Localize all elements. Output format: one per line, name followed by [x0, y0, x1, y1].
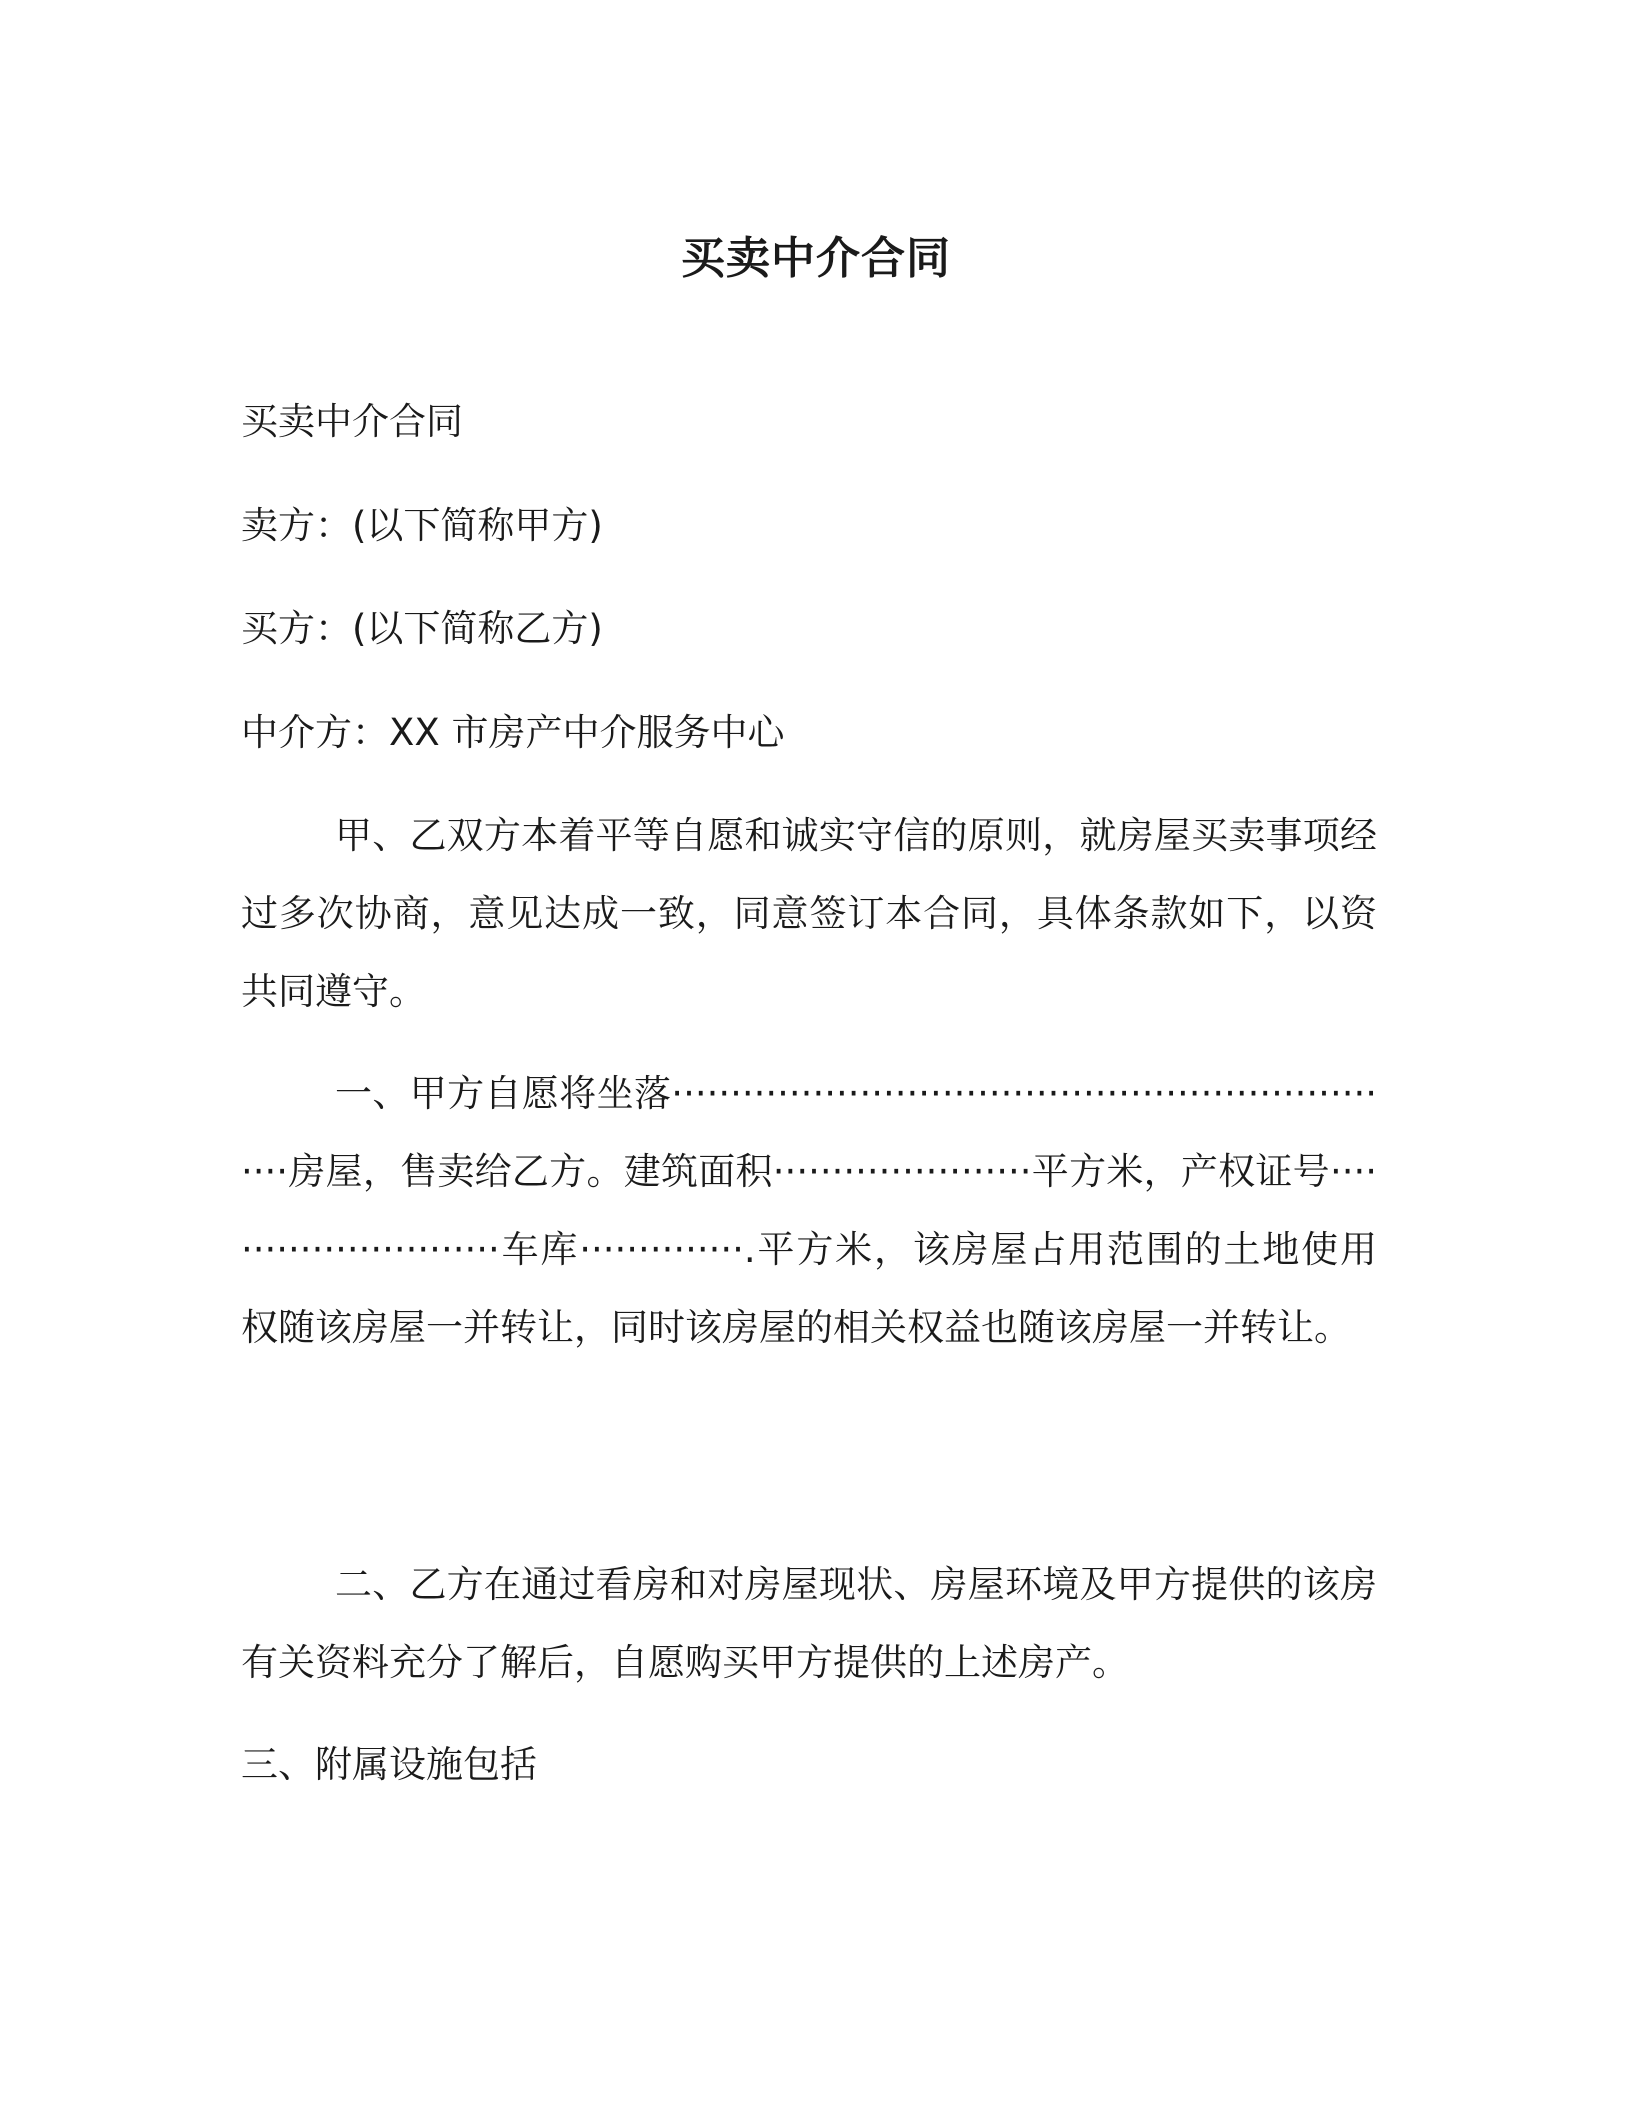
intro-paragraph: 甲、乙双方本着平等自愿和诚实守信的原则，就房屋买卖事项经过多次协商，意见达成一致，同意签订本合同，具体条款如下，以资共同遵守。 — [241, 814, 1377, 1013]
document-title: 买卖中介合同 — [681, 233, 951, 284]
document-subtitle: 买卖中介合同 — [241, 400, 463, 443]
clause-3-heading: 三、附属设施包括 — [241, 1743, 537, 1786]
clause-2-paragraph: 二、乙方在通过看房和对房屋现状、房屋环境及甲方提供的该房有关资料充分了解后，自愿购买甲方提供的上述房产。 — [241, 1563, 1377, 1684]
clause-1-paragraph: 一、甲方自愿将坐落································································房屋，售卖给乙方。建筑面积······················平方米，产权证号··························车库··············.平方米，该房屋占用范围的土地使用权随该房屋一并转让，同时该房屋的相关权益也随该房屋一并转让。 — [241, 1072, 1377, 1349]
buyer-line: 买方：(以下简称乙方) — [241, 607, 603, 650]
agent-line: 中介方：XX 市房产中介服务中心 — [241, 711, 785, 754]
seller-line: 卖方：(以下简称甲方) — [241, 504, 603, 547]
